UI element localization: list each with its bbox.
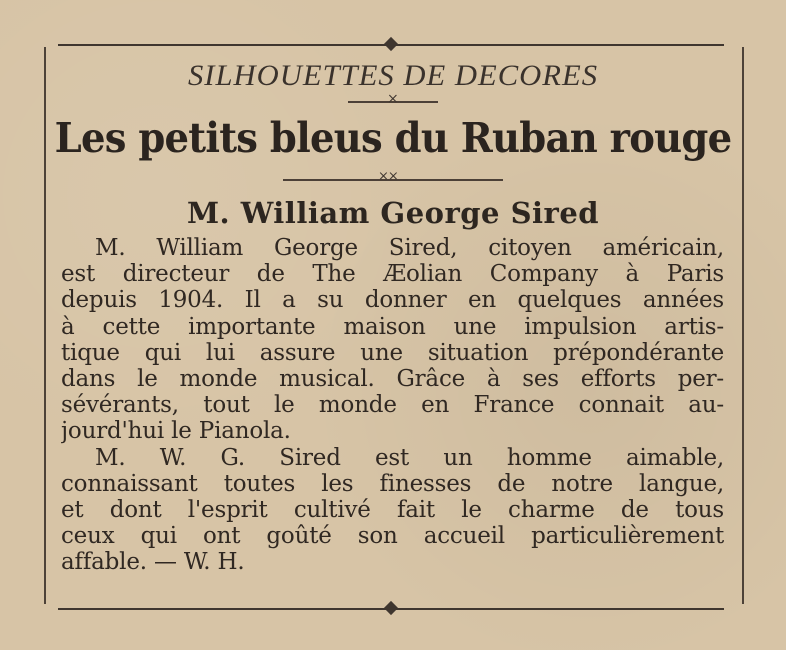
title-divider-icon <box>283 179 503 181</box>
body-line: dans le monde musical. Grâce à ses efforts per- <box>61 365 724 392</box>
section-heading: SILHOUETTES DE DECORES <box>187 59 599 92</box>
body-line: est directeur de The Æolian Company à Paris <box>61 261 724 288</box>
article-title: Les petits bleus du Ruban rouge <box>54 114 732 162</box>
body-line: ceux qui ont goûté son accueil particulièrement <box>61 523 724 550</box>
body-line: connaissant toutes les finesses de notre langue, <box>61 470 724 497</box>
small-divider-icon <box>348 101 438 103</box>
body-line: M. W. G. Sired est un homme aimable, <box>95 444 724 471</box>
body-line: jourd'hui le Pianola. <box>61 418 291 445</box>
body-line: tique qui lui assure une situation prépondérante <box>61 339 724 366</box>
body-line: affable. — W. H. <box>61 549 245 576</box>
body-line: sévérants, tout le monde en France connait au- <box>61 392 724 419</box>
body-line: M. William George Sired, citoyen américain, <box>95 235 724 261</box>
body-line: depuis 1904. Il a su donner en quelques années <box>61 287 724 314</box>
body-line: à cette importante maison une impulsion artis- <box>61 313 724 340</box>
article-subtitle: M. William George Sired <box>186 196 600 230</box>
article-body <box>61 235 724 575</box>
body-line: et dont l'esprit cultivé fait le charme de tous <box>61 496 724 523</box>
